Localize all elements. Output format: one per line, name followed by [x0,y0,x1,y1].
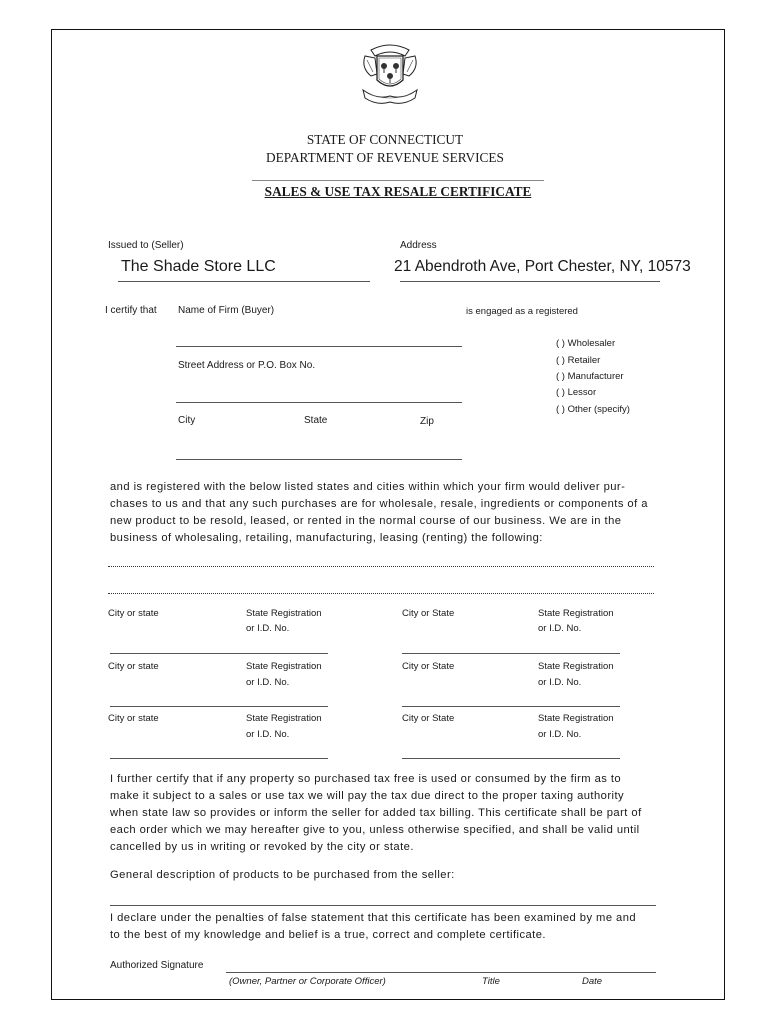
city-state-zip-line[interactable] [176,459,462,460]
city-or-state-label: City or State [402,608,455,619]
city-or-state-label: City or State [402,661,455,672]
registration-line-left[interactable] [110,653,328,654]
id-number-label: or I.D. No. [538,729,582,740]
engaged-label: is engaged as a registered [466,306,578,317]
state-registration-label: State Registration [538,661,614,672]
checkbox-mark: ( ) [556,355,565,366]
other-label: Other (specify) [567,404,630,415]
other-checkbox[interactable] [556,404,630,415]
checkbox-mark: ( ) [556,387,565,398]
state-registration-label: State Registration [246,608,322,619]
declare-line-2: to the best of my knowledge and belief is a true, correct and complete certificate. [110,929,546,941]
city-label: City [178,415,196,426]
zip-label: Zip [420,416,434,427]
department-heading: DEPARTMENT OF REVENUE SERVICES [266,150,504,165]
manufacturer-checkbox[interactable] [556,371,624,382]
checkbox-mark: ( ) [556,338,565,349]
city-or-state-label: City or state [108,608,159,619]
id-number-label: or I.D. No. [246,677,290,688]
wholesaler-checkbox[interactable] [556,338,615,349]
further-line-3: when state law so provides or inform the seller for added tax billing. This certificate shall be part of [110,807,642,819]
retailer-label: Retailer [567,355,601,366]
id-number-label: or I.D. No. [246,729,290,740]
further-line-2: make it subject to a sales or use tax we will pay the tax due direct to the proper taxing authority [110,790,625,802]
declare-line-1: I declare under the penalties of false statement that this certificate has been examined by me and [110,912,637,924]
issued-to-label: Issued to (Seller) [108,240,184,251]
registration-line-left[interactable] [110,758,328,759]
seller-name-line [118,281,370,282]
street-address-line[interactable] [176,402,462,403]
general-description-label: General description of products to be purchased from the seller: [110,869,455,881]
registered-line-3: new product to be resold, leased, or rented in the normal course of our business. We are in the [110,515,622,527]
form-title: SALES & USE TAX RESALE CERTIFICATE [264,184,532,199]
state-seal-icon [357,42,423,108]
id-number-label: or I.D. No. [246,623,290,634]
firm-name-label: Name of Firm (Buyer) [178,305,275,316]
state-registration-label: State Registration [538,608,614,619]
date-caption: Date [582,976,603,987]
state-label: State [304,415,328,426]
manufacturer-label: Manufacturer [567,371,624,382]
lessor-label: Lessor [567,387,597,398]
state-registration-label: State Registration [538,713,614,724]
state-registration-label: State Registration [246,661,322,672]
wholesaler-label: Wholesaler [567,338,616,349]
further-line-1: I further certify that if any property so purchased tax free is used or consumed by the firm as to [110,773,622,785]
registered-line-2: chases to us and that any such purchases are for wholesale, resale, ingredients or components of a [110,498,648,510]
seller-name[interactable]: The Shade Store LLC [121,258,276,275]
firm-name-line[interactable] [176,346,462,347]
city-or-state-label: City or state [108,661,159,672]
id-number-label: or I.D. No. [538,623,582,634]
owner-caption: (Owner, Partner or Corporate Officer) [229,976,386,987]
lessor-checkbox[interactable] [556,387,596,398]
city-or-state-label: City or State [402,713,455,724]
seller-address[interactable]: 21 Abendroth Ave, Port Chester, NY, 10573 [394,258,691,275]
checkbox-mark: ( ) [556,404,565,415]
registration-line-left[interactable] [110,706,328,707]
further-line-5: cancelled by us in writing or revoked by the city or state. [110,841,414,853]
city-or-state-label: City or state [108,713,159,724]
street-address-label: Street Address or P.O. Box No. [178,360,316,371]
registered-line-1: and is registered with the below listed states and cities within which your firm would deliver pur- [110,481,626,493]
title-overline [252,180,544,181]
further-line-4: each order which we may hereafter give to you, unless otherwise specified, and shall be valid until [110,824,640,836]
checkbox-mark: ( ) [556,371,565,382]
registration-line-right[interactable] [402,653,620,654]
general-description-line[interactable] [110,905,656,906]
retailer-checkbox[interactable] [556,355,600,366]
seller-address-line [400,281,660,282]
signature-line[interactable] [226,972,656,973]
address-label: Address [400,240,437,251]
certify-label: I certify that [105,305,157,316]
authorized-signature-label: Authorized Signature [110,960,204,971]
registration-line-right[interactable] [402,706,620,707]
id-number-label: or I.D. No. [538,677,582,688]
registration-line-right[interactable] [402,758,620,759]
state-heading: STATE OF CONNECTICUT [306,132,464,147]
products-dotted-line-2[interactable] [108,593,654,594]
products-dotted-line-1[interactable] [108,566,654,567]
title-caption: Title [482,976,500,987]
state-registration-label: State Registration [246,713,322,724]
registered-line-4: business of wholesaling, retailing, manufacturing, leasing (renting) the following: [110,532,543,544]
